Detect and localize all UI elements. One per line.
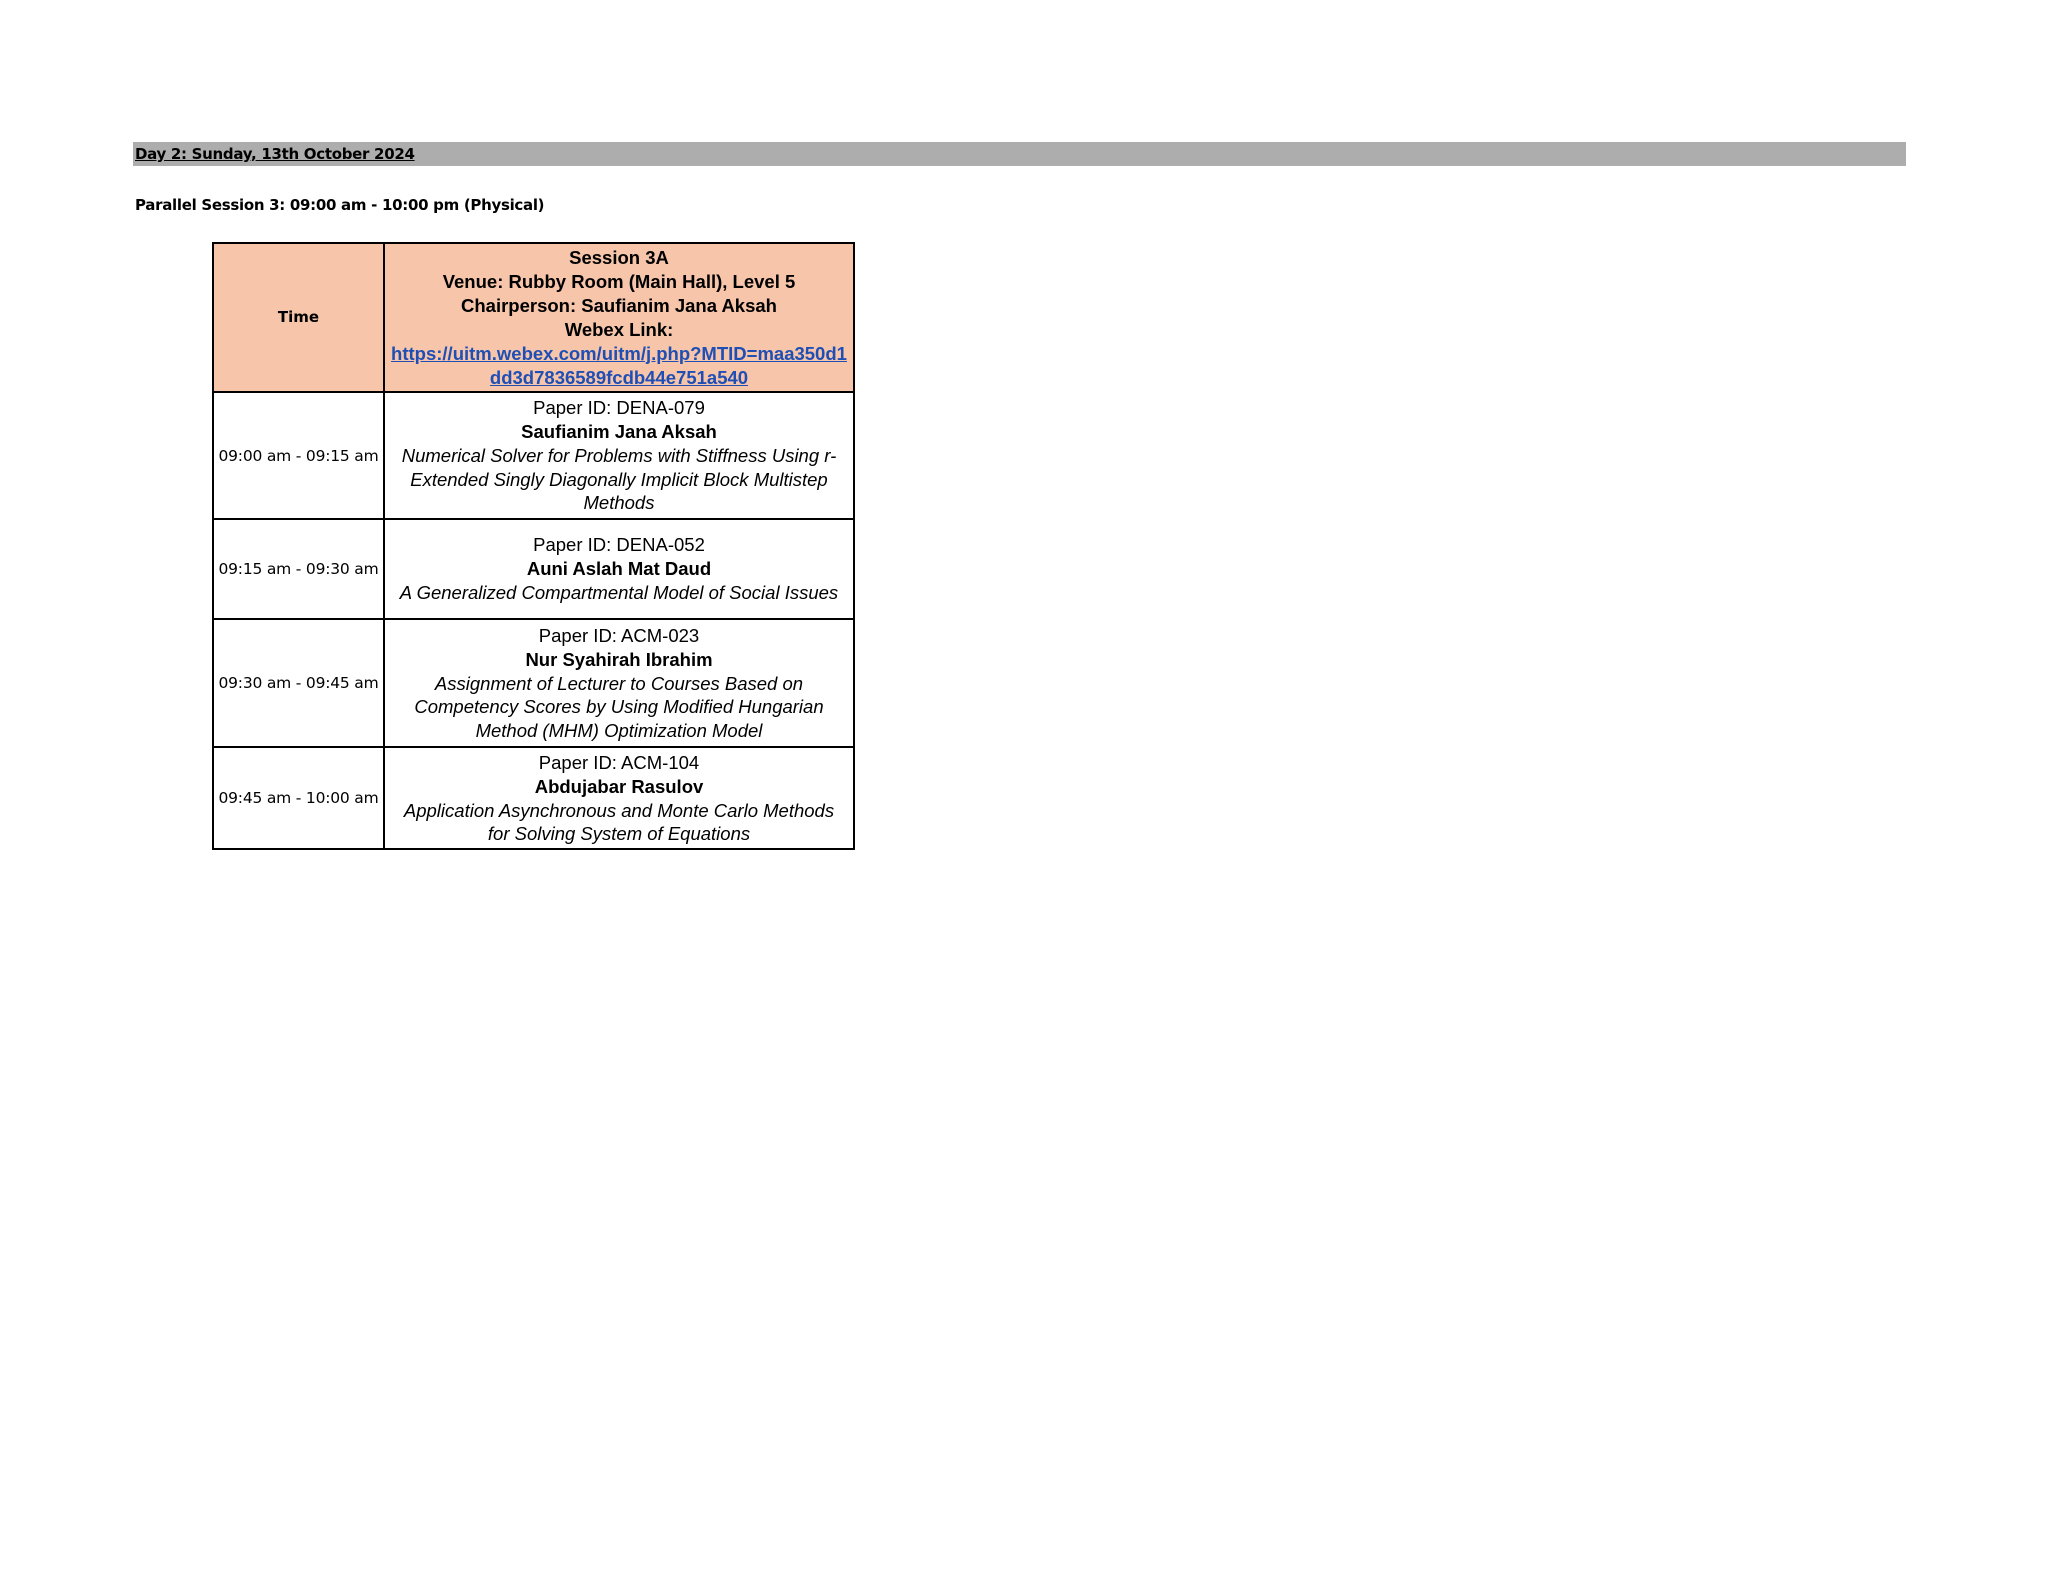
paper-title-line: Extended Singly Diagonally Implicit Block Multistep	[410, 468, 828, 490]
paper-title-line: Method (MHM) Optimization Model	[475, 719, 763, 741]
time-cell: 09:15 am - 09:30 am	[213, 519, 384, 619]
paper-cell	[384, 519, 854, 619]
paper-id: Paper ID: DENA-079	[533, 397, 705, 419]
paper-cell	[384, 747, 854, 849]
paper-cell	[384, 392, 854, 519]
paper-title-line: Assignment of Lecturer to Courses Based on	[434, 672, 804, 694]
webex-label: Webex Link:	[564, 318, 674, 340]
webex-link-line2[interactable]: dd3d7836589fcdb44e751a540	[489, 366, 749, 388]
webex-link-line1[interactable]: https://uitm.webex.com/uitm/j.php?MTID=maa350d1	[391, 342, 847, 364]
paper-cell	[384, 619, 854, 747]
session-title: Parallel Session 3: 09:00 am - 10:00 pm (Physical)	[135, 196, 545, 214]
author-name: Abdujabar Rasulov	[534, 775, 704, 797]
time-cell: 09:00 am - 09:15 am	[213, 392, 384, 519]
author-name: Saufianim Jana Aksah	[521, 421, 717, 443]
paper-title-line: Numerical Solver for Problems with Stiffness Using r-	[401, 445, 837, 467]
paper-title-line: for Solving System of Equations	[487, 823, 751, 844]
paper-title-line: A Generalized Compartmental Model of Social Issues	[399, 582, 839, 604]
chairperson: Chairperson: Saufianim Jana Aksah	[461, 294, 777, 316]
author-name: Auni Aslah Mat Daud	[526, 558, 712, 580]
paper-title-line: Methods	[583, 492, 655, 514]
time-header-cell	[213, 243, 384, 392]
author-name: Nur Syahirah Ibrahim	[525, 648, 713, 670]
table-row	[213, 392, 854, 519]
time-cell: 09:30 am - 09:45 am	[213, 619, 384, 747]
paper-title-line: Application Asynchronous and Monte Carlo Methods	[403, 799, 835, 821]
paper-title-line: Competency Scores by Using Modified Hungarian	[414, 696, 824, 718]
time-header: Time	[277, 308, 320, 326]
schedule-table	[212, 242, 855, 850]
table-row	[213, 519, 854, 619]
venue: Venue: Rubby Room (Main Hall), Level 5	[442, 270, 796, 292]
paper-id: Paper ID: DENA-052	[533, 534, 705, 556]
time-cell: 09:45 am - 10:00 am	[213, 747, 384, 849]
table-header-row	[213, 243, 854, 392]
paper-id: Paper ID: ACM-023	[538, 624, 700, 646]
session-name: Session 3A	[569, 246, 669, 268]
table-row	[213, 619, 854, 747]
session-header-cell	[384, 243, 854, 392]
day-title: Day 2: Sunday, 13th October 2024	[135, 145, 415, 163]
webex-link[interactable]	[385, 342, 853, 390]
table-row	[213, 747, 854, 849]
paper-id: Paper ID: ACM-104	[538, 751, 700, 773]
